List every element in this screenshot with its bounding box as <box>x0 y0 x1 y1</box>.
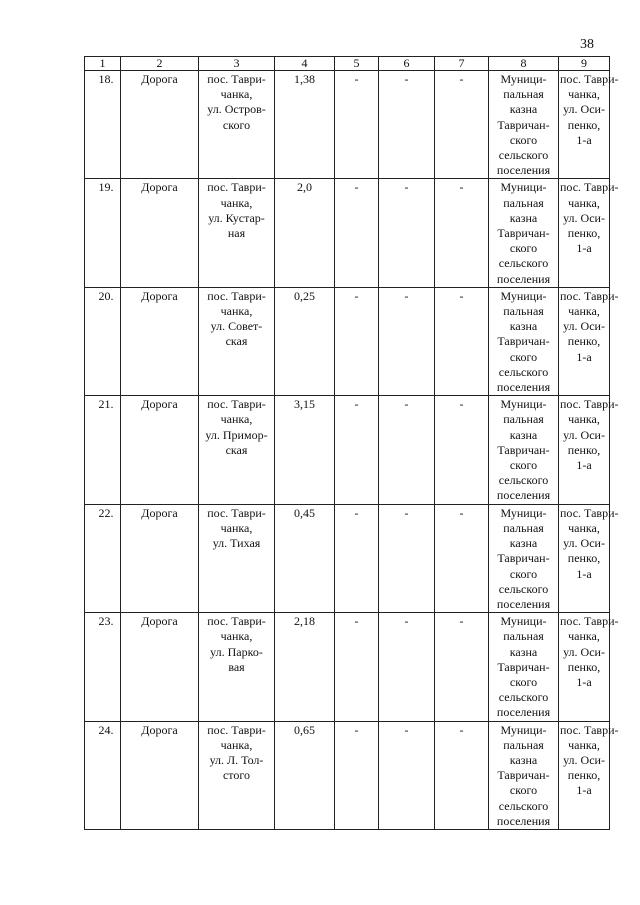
object-name: Дорога <box>121 71 199 179</box>
column-6-value: - <box>379 396 435 504</box>
owner-name-line: Тавричан- <box>497 334 550 349</box>
column-7-value: - <box>435 71 489 179</box>
owner-address-line: ул. Оси- <box>563 752 605 767</box>
owner-name-line: Муници- <box>500 72 547 86</box>
owner-address <box>559 396 619 504</box>
object-address-line: ская <box>225 334 248 349</box>
column-number: 7 <box>435 57 489 71</box>
owner-address-line: пенко, <box>567 442 601 457</box>
owner-name <box>489 179 559 287</box>
object-address-line: ул. Парко- <box>210 644 263 659</box>
owner-address-line: пос. Таври- <box>560 505 619 520</box>
owner-name <box>489 613 559 721</box>
owner-name-line: Муници- <box>500 614 547 629</box>
column-number: 3 <box>199 57 275 71</box>
object-address-line: ул. Тихая <box>212 536 261 551</box>
column-number-row <box>85 57 610 71</box>
column-6-value: - <box>379 71 435 179</box>
owner-name-line: Муници- <box>500 722 547 737</box>
column-5-value: - <box>335 721 379 829</box>
owner-name-line: сельского <box>498 473 549 488</box>
column-number: 4 <box>275 57 335 71</box>
owner-address <box>559 721 619 829</box>
owner-name-line: пальная <box>503 520 544 535</box>
object-address-line: ул. Совет- <box>210 319 263 334</box>
owner-name <box>489 396 559 504</box>
owner-address-line: 1-а <box>576 458 592 473</box>
table-row <box>85 504 610 612</box>
object-address-line: чанка, <box>220 629 253 644</box>
table-row <box>85 71 610 179</box>
owner-address-line: ул. Оси- <box>563 210 605 225</box>
object-address-line: пос. Таври- <box>207 397 266 412</box>
owner-address-line: пенко, <box>567 117 601 132</box>
column-7-value: - <box>435 721 489 829</box>
object-length: 0,25 <box>275 287 335 395</box>
column-5-value: - <box>335 396 379 504</box>
column-number: 6 <box>379 57 435 71</box>
column-6-value: - <box>379 721 435 829</box>
owner-name-line: пальная <box>503 412 544 427</box>
owner-address-line: пос. Таври- <box>560 397 619 412</box>
owner-address-line: пос. Таври- <box>560 180 619 195</box>
owner-name-line: поселения <box>496 163 551 178</box>
object-address <box>199 504 275 612</box>
owner-name-line: Тавричан- <box>497 659 550 674</box>
column-number: 9 <box>559 57 610 71</box>
owner-address-line: чанка, <box>568 412 600 427</box>
owner-address-line: пенко, <box>567 551 601 566</box>
owner-name-line: казна <box>509 427 538 442</box>
owner-name-line: казна <box>509 319 538 334</box>
object-name: Дорога <box>121 396 199 504</box>
column-number: 2 <box>121 57 199 71</box>
object-name: Дорога <box>121 721 199 829</box>
object-address <box>199 721 275 829</box>
column-5-value: - <box>335 179 379 287</box>
object-address-line: вая <box>228 659 245 674</box>
owner-name-line: ского <box>509 674 538 689</box>
page-number: 38 <box>580 37 594 52</box>
owner-address-line: 1-а <box>576 783 592 798</box>
owner-address-line: чанка, <box>568 629 600 644</box>
owner-name-line: сельского <box>498 798 549 813</box>
object-name: Дорога <box>121 613 199 721</box>
owner-name-line: Муници- <box>500 288 547 303</box>
owner-name-line: пальная <box>503 87 544 102</box>
table-row <box>85 179 610 287</box>
owner-name-line: ского <box>509 349 538 364</box>
table-row <box>85 613 610 721</box>
owner-name-line: Муници- <box>500 505 547 520</box>
owner-name-line: сельского <box>498 690 549 705</box>
object-address-line: ул. Примор- <box>205 427 268 442</box>
owner-address-line: пенко, <box>567 659 601 674</box>
column-6-value: - <box>379 179 435 287</box>
column-5-value: - <box>335 613 379 721</box>
column-6-value: - <box>379 504 435 612</box>
owner-address-line: 1-а <box>576 674 592 689</box>
row-number: 18. <box>85 71 121 179</box>
owner-name-line: Муници- <box>500 397 547 412</box>
table-row <box>85 287 610 395</box>
owner-address-line: пос. Таври- <box>560 288 619 303</box>
owner-address <box>559 71 619 179</box>
object-address-line: стого <box>222 768 251 783</box>
object-address-line: пос. Таври- <box>207 505 266 520</box>
table-row <box>85 721 610 829</box>
column-6-value: - <box>379 613 435 721</box>
column-5-value: - <box>335 504 379 612</box>
row-number: 24. <box>85 721 121 829</box>
owner-name-line: поселения <box>496 813 551 828</box>
object-address-line: ул. Л. Тол- <box>209 752 264 767</box>
row-number: 22. <box>85 504 121 612</box>
owner-name-line: поселения <box>496 596 551 611</box>
owner-name-line: пальная <box>503 304 544 319</box>
owner-address-line: чанка, <box>568 304 600 319</box>
owner-name-line: Тавричан- <box>497 768 550 783</box>
owner-name-line: сельского <box>498 148 549 163</box>
object-address <box>199 179 275 287</box>
object-address-line: ская <box>225 442 248 457</box>
object-length: 2,0 <box>275 179 335 287</box>
owner-address-line: ул. Оси- <box>563 319 605 334</box>
owner-address-line: пос. Таври- <box>560 722 619 737</box>
object-address-line: пос. Таври- <box>207 722 266 737</box>
object-address-line: ул. Остров- <box>207 102 266 117</box>
object-length: 0,65 <box>275 721 335 829</box>
owner-address-line: пенко, <box>567 768 601 783</box>
owner-name-line: пальная <box>503 195 544 210</box>
owner-address <box>559 504 619 612</box>
object-address-line: чанка, <box>220 737 253 752</box>
owner-name-line: сельского <box>498 364 549 379</box>
owner-address-line: пенко, <box>567 334 601 349</box>
object-address-line: чанка, <box>220 195 253 210</box>
object-name: Дорога <box>121 287 199 395</box>
owner-name-line: поселения <box>496 488 551 503</box>
column-number: 5 <box>335 57 379 71</box>
object-address <box>199 287 275 395</box>
owner-name-line: казна <box>509 210 538 225</box>
row-number: 23. <box>85 613 121 721</box>
owner-name-line: казна <box>509 102 538 117</box>
owner-name-line: ского <box>509 458 538 473</box>
column-number: 8 <box>489 57 559 71</box>
owner-name-line: Тавричан- <box>497 226 550 241</box>
owner-name-line: поселения <box>496 380 551 395</box>
table-body <box>85 71 619 830</box>
object-address-line: пос. Таври- <box>207 72 266 86</box>
object-address-line: ная <box>227 226 246 241</box>
owner-name-line: ского <box>509 132 538 147</box>
owner-name-line: Тавричан- <box>497 117 550 132</box>
object-address-line: пос. Таври- <box>207 288 266 303</box>
owner-name-line: поселения <box>496 271 551 286</box>
column-6-value: - <box>379 287 435 395</box>
column-7-value: - <box>435 613 489 721</box>
owner-address-line: ул. Оси- <box>563 644 605 659</box>
object-length: 2,18 <box>275 613 335 721</box>
object-address-line: чанка, <box>220 412 253 427</box>
owner-address-line: чанка, <box>568 737 600 752</box>
owner-name <box>489 504 559 612</box>
owner-name <box>489 71 559 179</box>
column-5-value: - <box>335 287 379 395</box>
owner-name <box>489 287 559 395</box>
column-7-value: - <box>435 396 489 504</box>
owner-address <box>559 613 619 721</box>
object-address-line: ул. Кустар- <box>208 210 265 225</box>
property-registry-table <box>84 56 619 830</box>
object-length: 1,38 <box>275 71 335 179</box>
object-address-line: чанка, <box>220 304 253 319</box>
object-length: 3,15 <box>275 396 335 504</box>
column-7-value: - <box>435 287 489 395</box>
owner-address-line: пос. Таври- <box>560 72 619 86</box>
row-number: 21. <box>85 396 121 504</box>
owner-name-line: пальная <box>503 737 544 752</box>
object-address-line: ского <box>222 117 251 132</box>
owner-address-line: чанка, <box>568 195 600 210</box>
owner-name-line: казна <box>509 752 538 767</box>
table-row <box>85 396 610 504</box>
owner-address-line: ул. Оси- <box>563 102 605 117</box>
column-5-value: - <box>335 71 379 179</box>
owner-address <box>559 287 619 395</box>
object-address-line: пос. Таври- <box>207 614 266 629</box>
row-number: 19. <box>85 179 121 287</box>
object-address <box>199 613 275 721</box>
owner-name <box>489 721 559 829</box>
owner-name-line: Тавричан- <box>497 442 550 457</box>
owner-name-line: ского <box>509 566 538 581</box>
column-7-value: - <box>435 179 489 287</box>
object-name: Дорога <box>121 179 199 287</box>
object-address-line: пос. Таври- <box>207 180 266 195</box>
owner-address-line: 1-а <box>576 241 592 256</box>
owner-address-line: пенко, <box>567 226 601 241</box>
owner-name-line: ского <box>509 241 538 256</box>
owner-name-line: поселения <box>496 705 551 720</box>
object-length: 0,45 <box>275 504 335 612</box>
owner-address-line: пос. Таври- <box>560 614 619 629</box>
owner-name-line: ского <box>509 783 538 798</box>
owner-name-line: сельского <box>498 256 549 271</box>
owner-address-line: ул. Оси- <box>563 536 605 551</box>
owner-address-line: 1-а <box>576 132 592 147</box>
owner-address-line: ул. Оси- <box>563 427 605 442</box>
column-number: 1 <box>85 57 121 71</box>
owner-address-line: чанка, <box>568 520 600 535</box>
owner-address-line: чанка, <box>568 87 600 102</box>
owner-address-line: 1-а <box>576 349 592 364</box>
object-address <box>199 71 275 179</box>
object-address-line: чанка, <box>220 87 253 102</box>
owner-name-line: сельского <box>498 581 549 596</box>
owner-name-line: пальная <box>503 629 544 644</box>
row-number: 20. <box>85 287 121 395</box>
column-7-value: - <box>435 504 489 612</box>
object-address <box>199 396 275 504</box>
owner-address <box>559 179 619 287</box>
owner-address-line: 1-а <box>576 566 592 581</box>
owner-name-line: Тавричан- <box>497 551 550 566</box>
owner-name-line: казна <box>509 644 538 659</box>
object-address-line: чанка, <box>220 520 253 535</box>
owner-name-line: Муници- <box>500 180 547 195</box>
owner-name-line: казна <box>509 536 538 551</box>
object-name: Дорога <box>121 504 199 612</box>
